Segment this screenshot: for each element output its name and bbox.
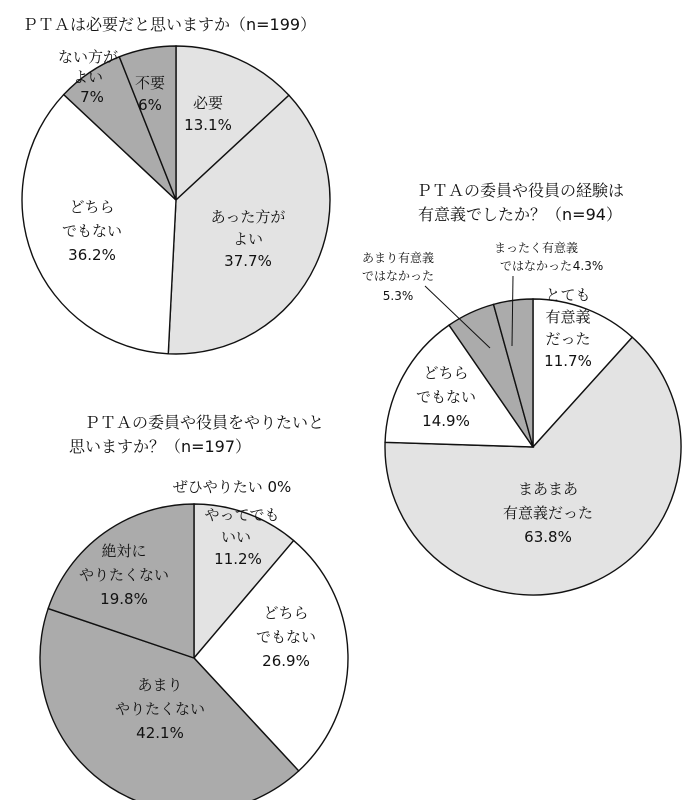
pie2-label-amari-value: 5.3%: [382, 289, 414, 303]
pie2-label-totemo-name3: だった: [545, 330, 591, 348]
pie2-label-maamaa-name: まあまあ: [517, 480, 579, 498]
pie2-title-line1: ＰＴＡの委員や役員の経験は: [415, 181, 625, 200]
pie3-label-zettai-name: 絶対に: [101, 542, 147, 560]
pie3-label-zehi: ぜひやりたい 0%: [172, 478, 292, 496]
pie3-title-line2: 思いますか？（n=197）: [68, 437, 252, 456]
pie1-label-atta-name2: よい: [232, 230, 264, 248]
pie2-title-line2: 有意義でしたか？（n=94）: [418, 205, 622, 224]
pie2-label-dochira-value: 14.9%: [422, 412, 470, 430]
pie3-label-yatte-name: やってでも: [204, 506, 280, 524]
pie3-label-amari-name: あまり: [137, 676, 183, 694]
pie1-label-fuyo-value: 6%: [138, 96, 162, 114]
pie1-label-atta-name: あった方が: [210, 208, 286, 226]
pie1-label-dochira-value: 36.2%: [68, 246, 116, 264]
pie1-label-hitsuyo-name: 必要: [192, 94, 224, 112]
pie-chart-role-meaningful: [385, 299, 681, 595]
pie2-label-totemo-name: とても: [545, 286, 591, 304]
pie3-label-yatte-value: 11.2%: [214, 550, 262, 568]
pie3-title-line1: ＰＴＡの委員や役員をやりたいと: [83, 413, 325, 432]
pie2-label-totemo-name2: 有意義: [545, 308, 591, 326]
pie1-label-atta-value: 37.7%: [224, 252, 272, 270]
pie3-label-yatte-name2: いい: [220, 528, 252, 546]
pie3-label-zettai-value: 19.8%: [100, 590, 148, 608]
pie2-label-dochira-name2: でもない: [415, 388, 477, 406]
pie1-label-naihou-name2: よい: [72, 68, 104, 86]
pie3-label-dochira-name2: でもない: [255, 628, 317, 646]
pie2-label-maamaa-name2: 有意義だった: [502, 504, 594, 522]
pie3-label-dochira-name: どちら: [263, 604, 309, 622]
pie2-label-dochira-name: どちら: [423, 364, 469, 382]
pie2-label-mattaku-name2: ではなかった: [499, 259, 573, 273]
pie2-label-amari-name: あまり有意義: [361, 251, 435, 265]
pie1-label-fuyo-name: 不要: [134, 74, 166, 92]
pie1-label-dochira-name: どちら: [69, 198, 115, 216]
pie2-label-maamaa-value: 63.8%: [524, 528, 572, 546]
pie3-label-zettai-name2: やりたくない: [78, 566, 170, 584]
pie1-title: ＰＴＡは必要だと思いますか（n=199）: [22, 15, 317, 34]
pie1-label-hitsuyo-value: 13.1%: [184, 116, 232, 134]
pie-chart-pta-necessary: [22, 46, 330, 354]
pie1-label-naihou-value: 7%: [80, 88, 104, 106]
pie3-label-dochira-value: 26.9%: [262, 652, 310, 670]
pie3-label-amari-name2: やりたくない: [114, 700, 206, 718]
pie2-label-amari-name2: ではなかった: [361, 269, 435, 283]
pie2-label-mattaku-name: まったく有意義: [493, 241, 579, 255]
pie3-label-amari-value: 42.1%: [136, 724, 184, 742]
pie2-label-totemo-value: 11.7%: [544, 352, 592, 370]
pie2-label-mattaku-value: 4.3%: [572, 259, 604, 273]
pie1-label-dochira-name2: でもない: [61, 222, 123, 240]
pie1-label-naihou-name: ない方が: [57, 48, 119, 66]
